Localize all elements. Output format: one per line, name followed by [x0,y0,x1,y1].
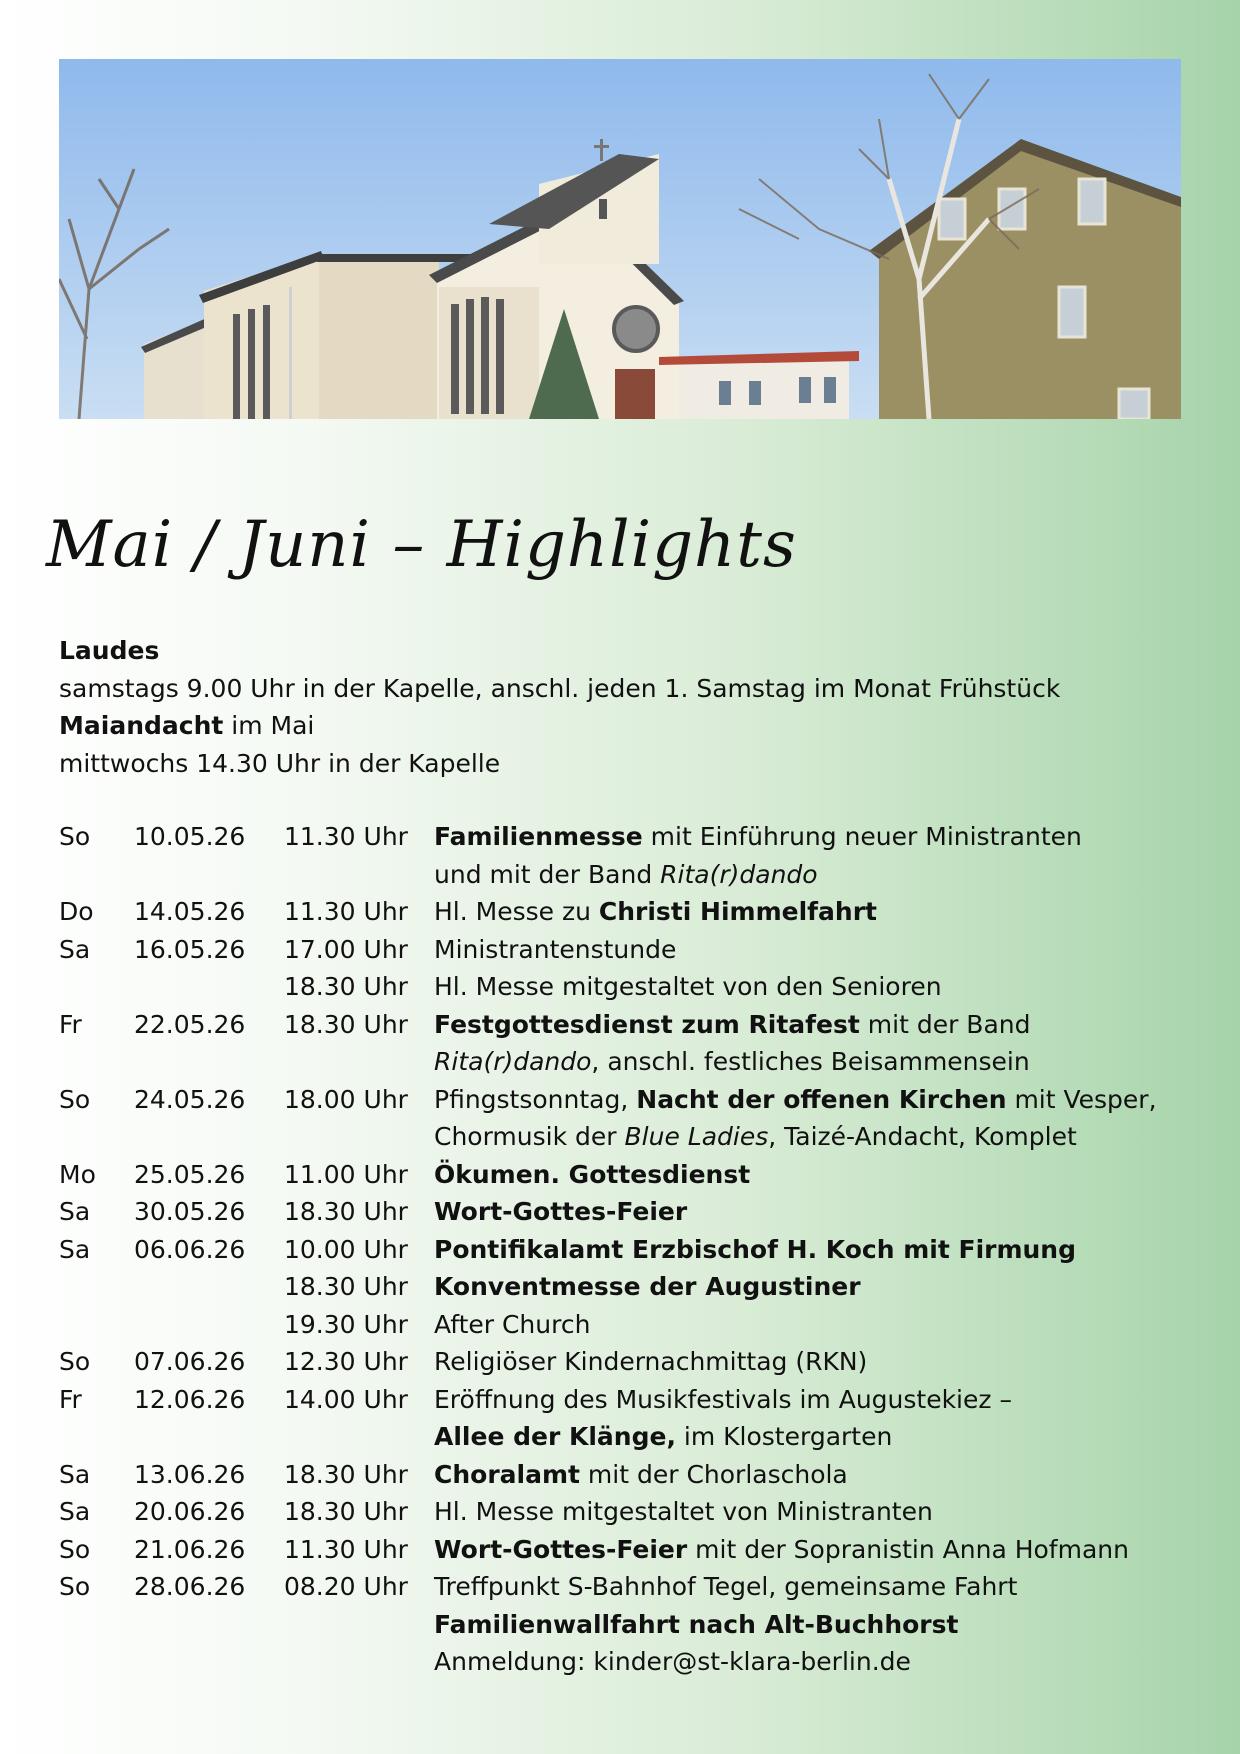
event-description [434,1306,1189,1344]
event-text: Anmeldung: kinder@st-klara-berlin.de [434,1647,911,1676]
event-description [434,1231,1189,1269]
event-highlight: Nacht der offenen Kirchen [636,1084,1007,1114]
event-day: Sa [59,934,91,964]
event-day: Mo [59,1159,96,1189]
schedule-row-continuation [59,1118,1189,1156]
event-date: 07.06.26 [134,1347,246,1376]
maiandacht-suffix: im Mai [223,711,315,740]
schedule-row [59,893,1189,931]
event-highlight: Choralamt [434,1459,580,1489]
event-text: , anschl. festliches Beisammensein [591,1047,1030,1076]
event-text: Treffpunkt S-Bahnhof Tegel, gemeinsame Fahrt [434,1572,1018,1601]
event-time: 10.00 Uhr [284,1234,408,1264]
event-description [434,1006,1189,1044]
schedule-row [59,931,1189,969]
event-description [434,1456,1189,1494]
event-day: So [59,1084,91,1114]
event-time: 18.30 Uhr [284,972,408,1001]
event-text: Ministrantenstunde [434,934,677,964]
event-time: 08.20 Uhr [284,1572,408,1601]
laudes-heading: Laudes [59,636,160,665]
maiandacht-text: mittwochs 14.30 Uhr in der Kapelle [59,748,501,778]
church-photo [59,59,1181,419]
event-time: 11.30 Uhr [284,822,408,851]
event-date: 14.05.26 [134,897,246,926]
event-date [134,1606,284,1644]
event-day: Sa [59,1497,91,1526]
event-day: Sa [59,1197,91,1226]
schedule-row [59,1381,1189,1419]
event-highlight: Ökumen. Gottesdienst [434,1159,751,1189]
event-date: 28.06.26 [134,1572,246,1601]
event-date: 22.05.26 [134,1009,246,1039]
event-text: mit der Chorlaschola [579,1459,848,1489]
event-day: Sa [59,1459,91,1489]
schedule-row [59,1156,1189,1194]
event-date: 10.05.26 [134,822,246,851]
event-day [59,1118,134,1156]
event-date [134,1643,284,1681]
event-day [59,1306,134,1344]
event-text: Chormusik der [434,1122,625,1151]
event-highlight: Christi Himmelfahrt [598,897,877,926]
event-day: So [59,822,91,851]
event-date [134,1306,284,1344]
event-highlight: Familienwallfahrt nach Alt-Buchhorst [434,1609,959,1639]
event-date: 16.05.26 [134,934,246,964]
event-date [134,1268,284,1306]
event-date: 25.05.26 [134,1159,246,1189]
schedule-row [59,1081,1189,1119]
event-time: 18.30 Uhr [284,1459,408,1489]
schedule-row [59,818,1189,856]
event-date [134,1118,284,1156]
event-time [284,1043,434,1081]
schedule-row [59,1006,1189,1044]
schedule-row-continuation [59,1606,1189,1644]
event-description [434,856,1189,894]
event-description [434,1531,1189,1569]
event-day: So [59,1534,91,1564]
event-day: Fr [59,1384,82,1414]
event-time [284,1118,434,1156]
event-description [434,893,1189,931]
event-day: Sa [59,1234,91,1264]
maiandacht-heading: Maiandacht [59,711,224,740]
event-text: mit Einführung neuer Ministranten [642,822,1082,851]
schedule-row [59,1456,1189,1494]
event-day [59,968,134,1006]
event-text: mit der Sopranistin Anna Hofmann [687,1534,1129,1564]
event-description [434,1493,1189,1531]
event-italic: Rita(r)dando [660,859,818,889]
schedule-row-continuation [59,1418,1189,1456]
event-time [284,1418,434,1456]
event-time: 11.30 Uhr [284,897,408,926]
event-time: 18.30 Uhr [284,1197,408,1226]
event-description [434,1193,1189,1231]
schedule-row-continuation [59,1643,1189,1681]
event-date: 13.06.26 [134,1459,246,1489]
event-description [434,1043,1189,1081]
event-day: Fr [59,1009,82,1039]
event-time: 11.00 Uhr [284,1159,408,1189]
schedule-row [59,1193,1189,1231]
event-description [434,1606,1189,1644]
schedule-row [59,968,1189,1006]
church-photo-illustration [59,59,1181,419]
event-time: 19.30 Uhr [284,1309,408,1339]
event-date: 30.05.26 [134,1197,246,1226]
event-day [59,1043,134,1081]
intro-block [59,632,1179,782]
event-time: 18.30 Uhr [284,1009,408,1039]
event-text: Hl. Messe zu [434,897,599,926]
event-highlight: Konventmesse der Augustiner [434,1272,861,1301]
schedule-row [59,1531,1189,1569]
schedule-row-continuation [59,856,1189,894]
event-highlight: Festgottesdienst zum Ritafest [434,1009,860,1039]
event-description [434,1343,1189,1381]
event-highlight: Wort-Gottes-Feier [434,1197,688,1226]
event-date: 21.06.26 [134,1534,246,1564]
event-text: Pfingstsonntag, [434,1084,637,1114]
event-highlight: Pontifikalamt Erzbischof H. Koch mit Firmung [434,1234,1077,1264]
event-time: 18.30 Uhr [284,1272,408,1301]
event-time: 11.30 Uhr [284,1534,408,1564]
schedule-row [59,1493,1189,1531]
event-description [434,818,1189,856]
schedule-row-continuation [59,1043,1189,1081]
event-description [434,931,1189,969]
event-day: So [59,1347,91,1376]
event-text: im Klostergarten [675,1422,893,1451]
schedule-row [59,1306,1189,1344]
event-date: 12.06.26 [134,1384,246,1414]
event-description [434,1156,1189,1194]
event-time: 18.30 Uhr [284,1497,408,1526]
event-schedule [59,818,1189,1681]
event-text: Eröffnung des Musikfestivals im Augustekiez – [434,1384,1012,1414]
schedule-row [59,1568,1189,1606]
event-day [59,1418,134,1456]
event-text: , Taizé-Andacht, Komplet [768,1122,1077,1151]
event-date: 20.06.26 [134,1497,246,1526]
event-text: Hl. Messe mitgestaltet von Ministranten [434,1497,933,1526]
event-time [284,1606,434,1644]
event-time: 18.00 Uhr [284,1084,408,1114]
event-text: mit Vesper, [1006,1084,1157,1114]
event-highlight: Familienmesse [434,822,643,851]
event-time: 14.00 Uhr [284,1384,408,1414]
event-time [284,1643,434,1681]
event-day [59,1643,134,1681]
event-day [59,1606,134,1644]
laudes-text: samstags 9.00 Uhr in der Kapelle, anschl. jeden 1. Samstag im Monat Frühstück [59,673,1061,703]
event-description [434,1268,1189,1306]
schedule-row [59,1231,1189,1269]
event-date: 06.06.26 [134,1234,246,1264]
event-text: und mit der Band [434,859,661,889]
event-description [434,1643,1189,1681]
event-highlight: Allee der Klänge, [434,1422,676,1451]
event-description [434,1081,1189,1119]
event-text: Religiöser Kindernachmittag (RKN) [434,1347,868,1376]
event-day: Do [59,897,94,926]
schedule-row [59,1268,1189,1306]
event-date [134,968,284,1006]
event-description [434,968,1189,1006]
event-day: So [59,1572,91,1601]
event-date [134,1418,284,1456]
event-date: 24.05.26 [134,1084,246,1114]
page-title: Mai / Juni – Highlights [46,508,797,582]
event-text: After Church [434,1309,591,1339]
event-time: 17.00 Uhr [284,934,408,964]
event-italic: Blue Ladies [624,1122,769,1151]
event-date [134,856,284,894]
event-description [434,1418,1189,1456]
maiandacht-line [59,707,1179,745]
event-day [59,856,134,894]
schedule-row [59,1343,1189,1381]
event-time [284,856,434,894]
event-italic: Rita(r)dando [434,1047,592,1076]
event-description [434,1118,1189,1156]
event-time: 12.30 Uhr [284,1347,408,1376]
event-description [434,1381,1189,1419]
event-day [59,1268,134,1306]
event-description [434,1568,1189,1606]
event-date [134,1043,284,1081]
event-text: mit der Band [859,1009,1031,1039]
event-highlight: Wort-Gottes-Feier [434,1534,688,1564]
event-text: Hl. Messe mitgestaltet von den Senioren [434,972,942,1001]
